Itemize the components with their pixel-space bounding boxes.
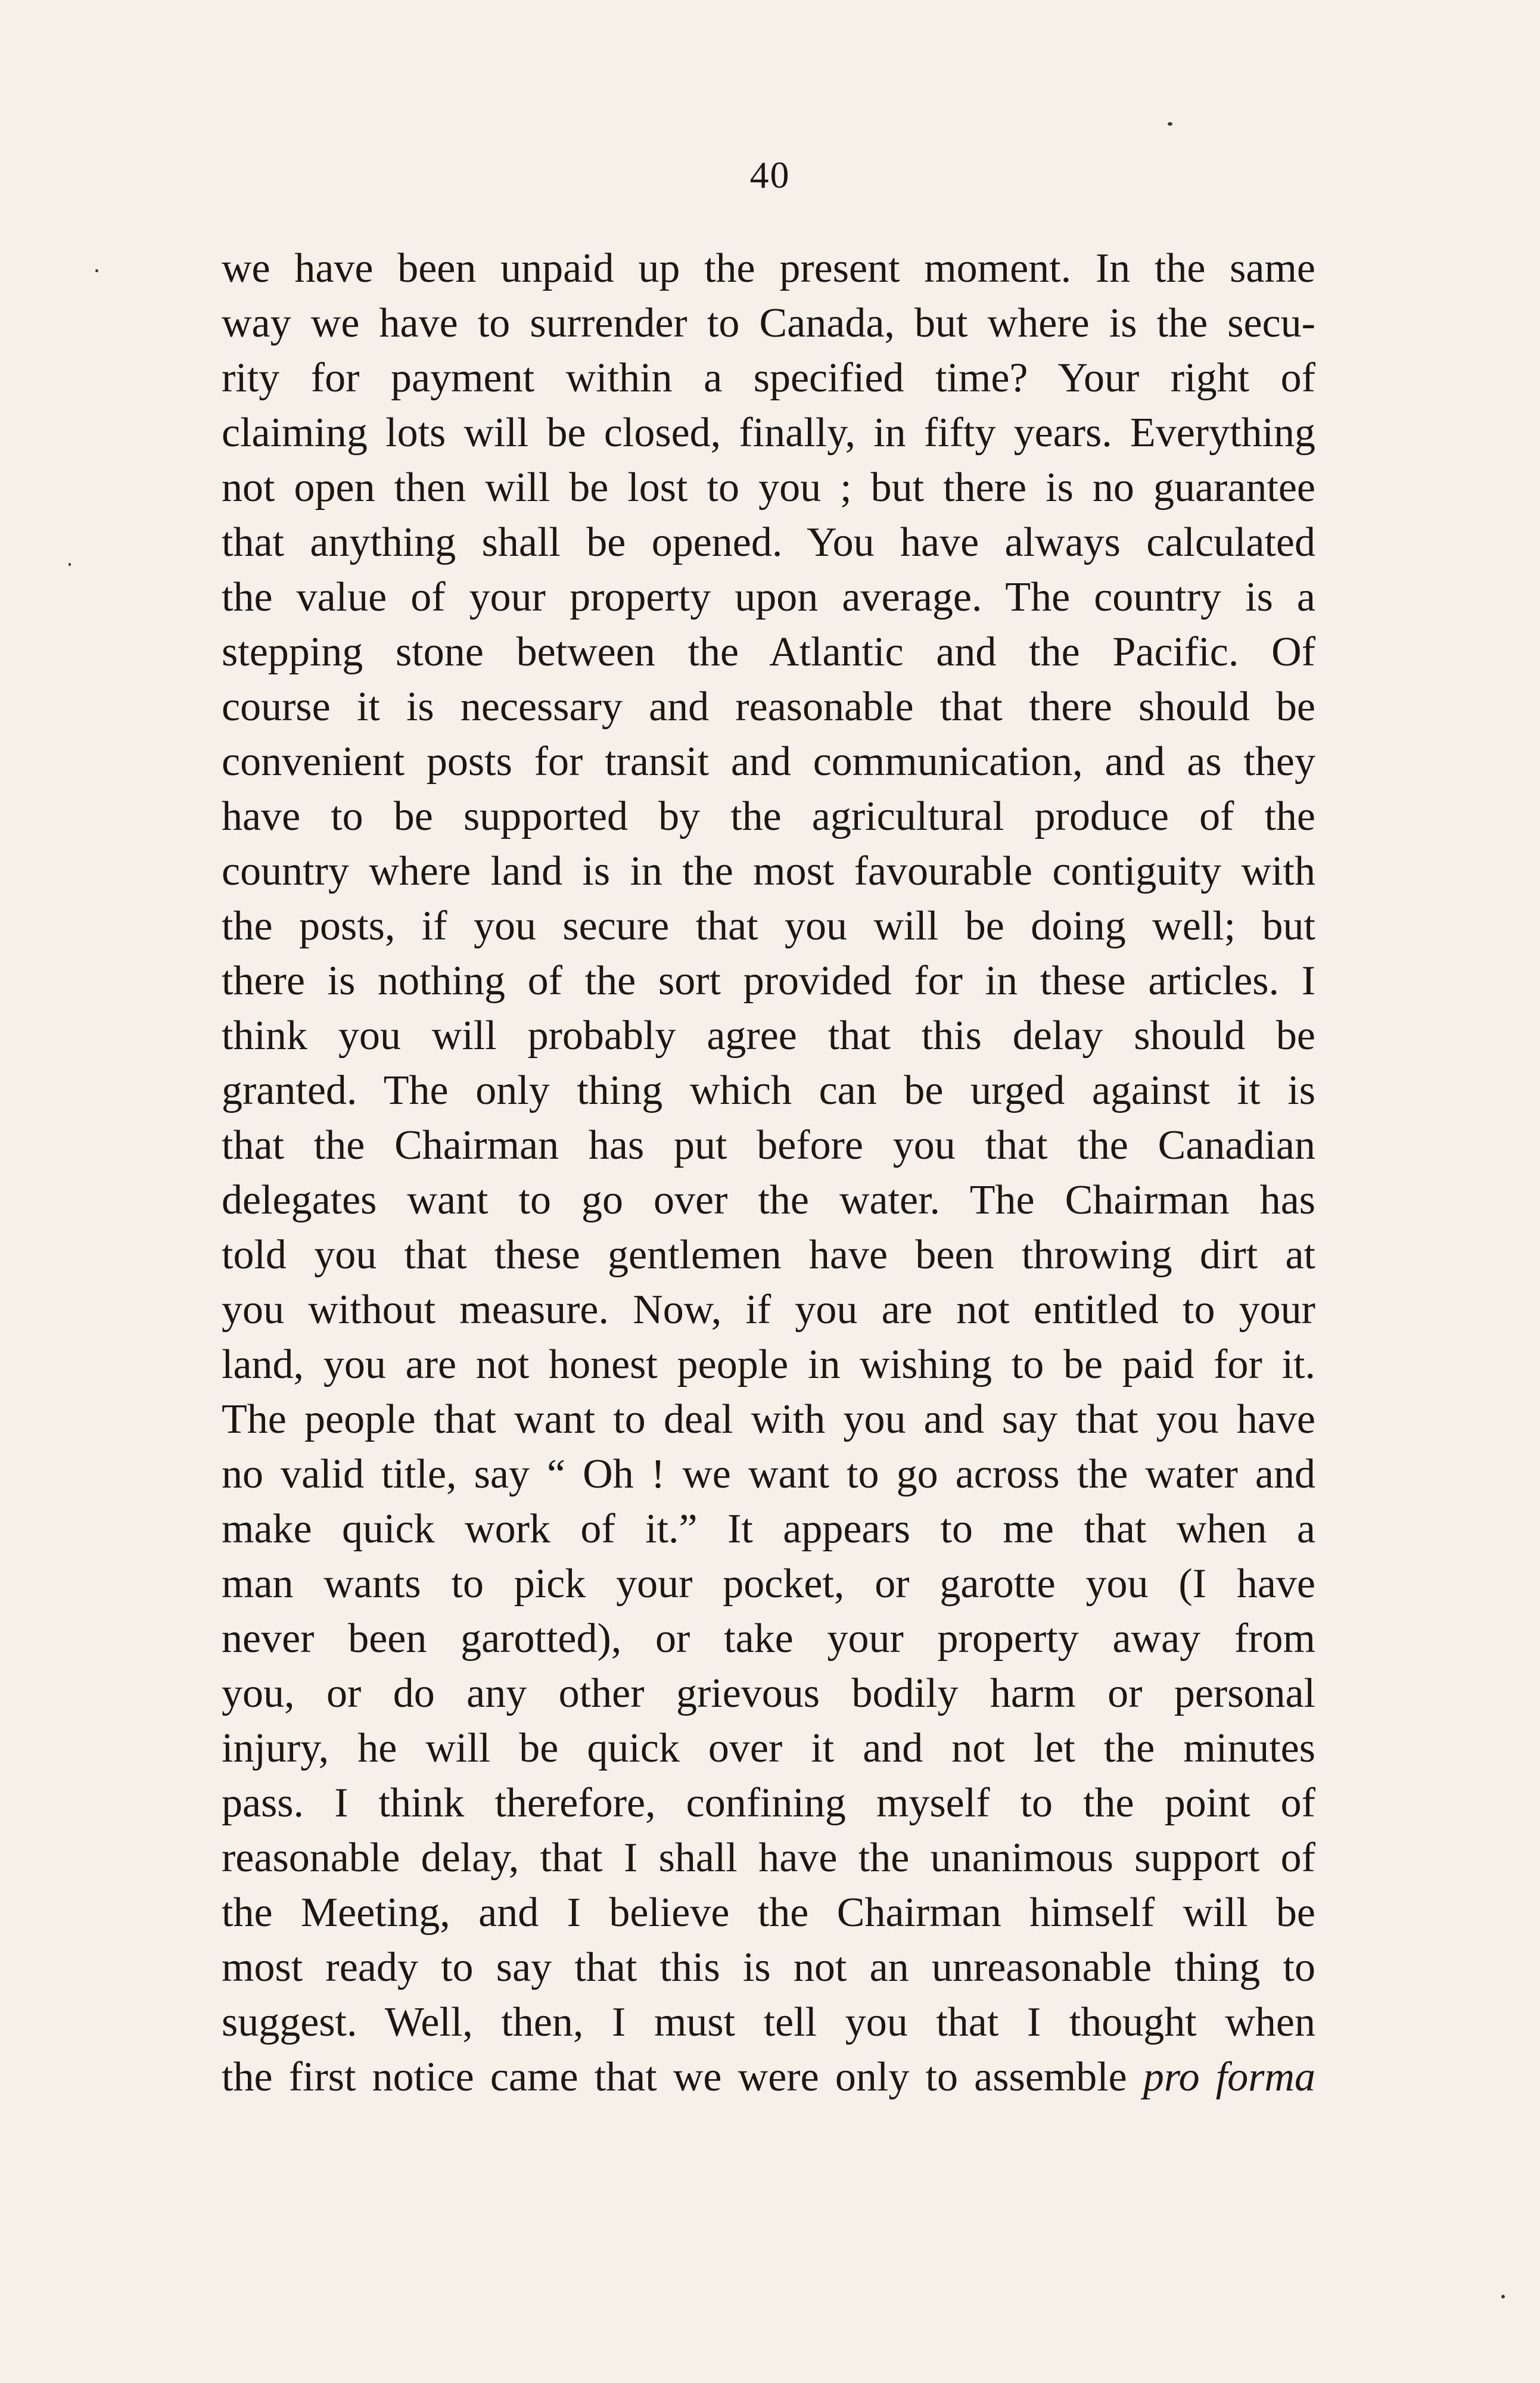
text-line: you, or do any other grievous bodily harm or personal xyxy=(222,1670,1315,1716)
text-line: most ready to say that this is not an unreasonable thing to xyxy=(222,1945,1315,1990)
text-line: pass. I think therefore, confining myself to the point of xyxy=(222,1780,1315,1826)
text-line: make quick work of it.” It appears to me that when a xyxy=(222,1506,1315,1552)
text-line: stepping stone between the Atlantic and the Pacific. Of xyxy=(222,629,1315,675)
text-line: there is nothing of the sort provided for in these articles. I xyxy=(222,958,1315,1004)
text-line: convenient posts for transit and communication, and as they xyxy=(222,739,1315,785)
scan-speck xyxy=(1501,2295,1505,2298)
text-line: reasonable delay, that I shall have the unanimous support of xyxy=(222,1835,1315,1881)
text-line: man wants to pick your pocket, or garotte you (I have xyxy=(222,1561,1315,1607)
text-line: delegates want to go over the water. The Chairman has xyxy=(222,1177,1315,1223)
text-line: course it is necessary and reasonable that there should be xyxy=(222,684,1315,730)
text-line: suggest. Well, then, I must tell you that I thought when xyxy=(222,1999,1315,2045)
text-line: granted. The only thing which can be urged against it is xyxy=(222,1068,1315,1113)
text-line: land, you are not honest people in wishing to be paid for it. xyxy=(222,1342,1315,1388)
scan-speck xyxy=(69,563,71,566)
text-line: have to be supported by the agricultural produce of the xyxy=(222,794,1315,839)
text-line: the posts, if you secure that you will be doing well; but xyxy=(222,903,1315,949)
scan-speck xyxy=(1168,122,1172,126)
text-line: no valid title, say “ Oh ! we want to go across the water and xyxy=(222,1451,1315,1497)
scan-speck xyxy=(95,269,98,272)
text-line: the value of your property upon average. The country is a xyxy=(222,574,1315,620)
text-line: that the Chairman has put before you that the Canadian xyxy=(222,1122,1315,1168)
text-line: injury, he will be quick over it and not let the minutes xyxy=(222,1725,1315,1771)
text-line: told you that these gentlemen have been throwing dirt at xyxy=(222,1232,1315,1278)
page-number: 40 xyxy=(749,154,791,196)
text-line: that anything shall be opened. You have always calculated xyxy=(222,519,1315,565)
text-line: way we have to surrender to Canada, but where is the secu- xyxy=(222,300,1315,346)
text-line: the Meeting, and I believe the Chairman himself will be xyxy=(222,1890,1315,1936)
text-line: The people that want to deal with you and say that you have xyxy=(222,1396,1315,1442)
text-line: country where land is in the most favourable contiguity with xyxy=(222,848,1315,894)
text-line: rity for payment within a specified time? Your right of xyxy=(222,355,1315,401)
text-line-last xyxy=(222,2050,1315,2105)
text-line: you without measure. Now, if you are not entitled to your xyxy=(222,1287,1315,1333)
italic-phrase: pro forma xyxy=(1143,2054,1315,2100)
body-text xyxy=(222,241,1315,2105)
text-line: never been garotted), or take your property away from xyxy=(222,1616,1315,1662)
text-line: we have been unpaid up the present moment. In the same xyxy=(222,245,1315,291)
last-line-text: the first notice came that we were only to assemble xyxy=(222,2054,1127,2100)
text-line: think you will probably agree that this delay should be xyxy=(222,1013,1315,1059)
text-line: not open then will be lost to you ; but there is no guarantee xyxy=(222,465,1315,511)
text-line: claiming lots will be closed, finally, in fifty years. Everything xyxy=(222,410,1315,456)
